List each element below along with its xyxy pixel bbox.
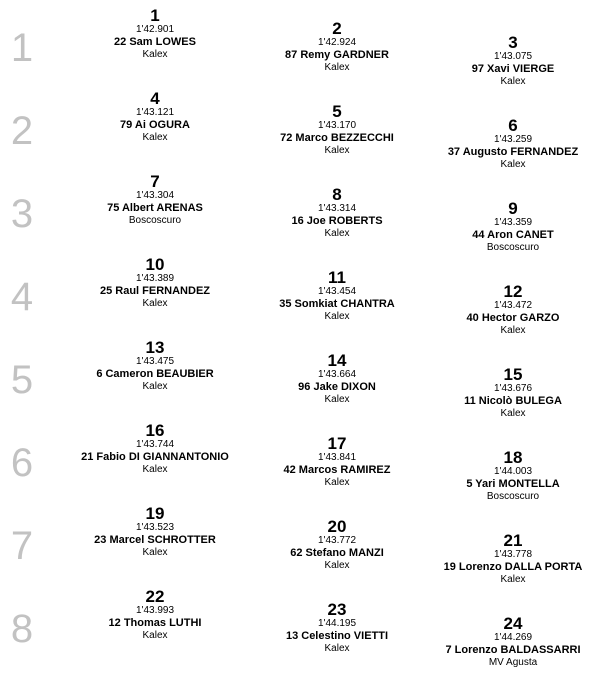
rider-name: 75 Albert ARENAS	[107, 202, 203, 214]
grid-slot	[237, 435, 437, 490]
rider-name: 5 Yari MONTELLA	[466, 478, 560, 490]
grid-slot	[237, 518, 437, 573]
grid-position: 13	[145, 338, 165, 357]
lap-time: 1'43.359	[493, 217, 533, 228]
team-name: Kalex	[142, 49, 168, 60]
lap-time: 1'44.269	[493, 632, 533, 643]
rider-name: 87 Remy GARDNER	[285, 49, 389, 61]
grid-position: 9	[508, 199, 518, 218]
rider-name: 6 Cameron BEAUBIER	[96, 368, 214, 380]
grid-slot	[55, 339, 255, 394]
rider-name: 62 Stefano MANZI	[290, 547, 384, 559]
grid-slot	[413, 615, 600, 670]
grid-slot	[237, 601, 437, 656]
lap-time: 1'43.523	[135, 522, 175, 533]
grid-position: 12	[503, 282, 523, 301]
rider-name: 12 Thomas LUTHI	[108, 617, 202, 629]
lap-time: 1'43.841	[317, 452, 357, 463]
grid-slot	[413, 449, 600, 504]
lap-time: 1'43.664	[317, 369, 357, 380]
team-name: Kalex	[324, 145, 350, 156]
team-name: Kalex	[142, 547, 168, 558]
lap-time: 1'43.121	[135, 107, 175, 118]
grid-row-number: 4	[10, 275, 34, 319]
rider-name: 23 Marcel SCHROTTER	[94, 534, 216, 546]
lap-time: 1'43.475	[135, 356, 175, 367]
team-name: Kalex	[324, 643, 350, 654]
grid-row-number: 8	[10, 607, 34, 651]
grid-position: 14	[327, 351, 347, 370]
grid-position: 6	[508, 116, 518, 135]
grid-slot	[55, 256, 255, 311]
grid-row-number: 2	[10, 109, 34, 153]
grid-position: 10	[145, 255, 165, 274]
grid-slot	[55, 90, 255, 145]
team-name: MV Agusta	[488, 657, 538, 668]
grid-position: 5	[332, 102, 342, 121]
lap-time: 1'43.744	[135, 439, 175, 450]
lap-time: 1'43.454	[317, 286, 357, 297]
grid-position: 17	[327, 434, 347, 453]
lap-time: 1'43.778	[493, 549, 533, 560]
grid-position: 8	[332, 185, 342, 204]
team-name: Kalex	[142, 630, 168, 641]
rider-name: 42 Marcos RAMIREZ	[283, 464, 391, 476]
grid-slot	[413, 366, 600, 421]
rider-name: 7 Lorenzo BALDASSARRI	[445, 644, 581, 656]
grid-slot	[413, 117, 600, 172]
team-name: Kalex	[324, 560, 350, 571]
rider-name: 21 Fabio DI GIANNANTONIO	[81, 451, 229, 463]
lap-time: 1'44.195	[317, 618, 357, 629]
grid-slot	[55, 422, 255, 477]
team-name: Kalex	[142, 298, 168, 309]
rider-name: 16 Joe ROBERTS	[291, 215, 383, 227]
grid-position: 2	[332, 19, 342, 38]
grid-position: 23	[327, 600, 347, 619]
grid-position: 22	[145, 587, 165, 606]
lap-time: 1'43.075	[493, 51, 533, 62]
rider-name: 97 Xavi VIERGE	[471, 63, 555, 75]
rider-name: 40 Hector GARZO	[466, 312, 560, 324]
rider-name: 35 Somkiat CHANTRA	[279, 298, 395, 310]
team-name: Kalex	[500, 408, 526, 419]
rider-name: 79 Ai OGURA	[120, 119, 190, 131]
team-name: Kalex	[142, 464, 168, 475]
team-name: Kalex	[324, 311, 350, 322]
rider-name: 11 Nicolò BULEGA	[464, 395, 562, 407]
rider-name: 44 Aron CANET	[472, 229, 554, 241]
rider-name: 25 Raul FERNANDEZ	[99, 285, 211, 297]
grid-row-number: 1	[10, 26, 34, 70]
lap-time: 1'43.993	[135, 605, 175, 616]
rider-name: 37 Augusto FERNANDEZ	[447, 146, 579, 158]
grid-position: 3	[508, 33, 518, 52]
lap-time: 1'43.314	[317, 203, 357, 214]
grid-position: 15	[503, 365, 523, 384]
grid-slot	[413, 532, 600, 587]
team-name: Kalex	[500, 159, 526, 170]
grid-slot	[237, 352, 437, 407]
team-name: Kalex	[142, 381, 168, 392]
grid-position: 16	[145, 421, 165, 440]
team-name: Kalex	[324, 394, 350, 405]
team-name: Kalex	[324, 477, 350, 488]
lap-time: 1'44.003	[493, 466, 533, 477]
grid-slot	[55, 7, 255, 62]
lap-time: 1'43.676	[493, 383, 533, 394]
grid-slot	[413, 200, 600, 255]
team-name: Kalex	[324, 62, 350, 73]
grid-slot	[413, 283, 600, 338]
grid-position: 19	[145, 504, 165, 523]
grid-position: 20	[327, 517, 347, 536]
team-name: Kalex	[142, 132, 168, 143]
team-name: Boscoscuro	[486, 242, 540, 253]
lap-time: 1'43.304	[135, 190, 175, 201]
lap-time: 1'42.924	[317, 37, 357, 48]
grid-row-number: 3	[10, 192, 34, 236]
grid-position: 21	[503, 531, 523, 550]
grid-slot	[55, 505, 255, 560]
grid-slot	[237, 20, 437, 75]
grid-position: 7	[150, 172, 160, 191]
rider-name: 22 Sam LOWES	[114, 36, 196, 48]
team-name: Kalex	[500, 325, 526, 336]
grid-slot	[55, 588, 255, 643]
grid-position: 24	[503, 614, 523, 633]
grid-position: 4	[150, 89, 160, 108]
grid-position: 18	[503, 448, 523, 467]
grid-slot	[237, 186, 437, 241]
grid-position: 1	[150, 6, 160, 25]
grid-slot	[55, 173, 255, 228]
rider-name: 96 Jake DIXON	[298, 381, 376, 393]
grid-row-number: 7	[10, 524, 34, 568]
lap-time: 1'43.259	[493, 134, 533, 145]
team-name: Kalex	[500, 76, 526, 87]
team-name: Kalex	[500, 574, 526, 585]
team-name: Kalex	[324, 228, 350, 239]
grid-slot	[237, 269, 437, 324]
grid-position: 11	[328, 268, 346, 287]
rider-name: 13 Celestino VIETTI	[285, 630, 389, 642]
grid-slot	[413, 34, 600, 89]
grid-slot	[237, 103, 437, 158]
lap-time: 1'43.772	[317, 535, 357, 546]
team-name: Boscoscuro	[486, 491, 540, 502]
rider-name: 19 Lorenzo DALLA PORTA	[443, 561, 583, 573]
grid-row-number: 5	[10, 358, 34, 402]
grid-row-number: 6	[10, 441, 34, 485]
team-name: Boscoscuro	[128, 215, 182, 226]
lap-time: 1'43.389	[135, 273, 175, 284]
lap-time: 1'42.901	[135, 24, 175, 35]
lap-time: 1'43.472	[493, 300, 533, 311]
rider-name: 72 Marco BEZZECCHI	[280, 132, 394, 144]
lap-time: 1'43.170	[317, 120, 357, 131]
